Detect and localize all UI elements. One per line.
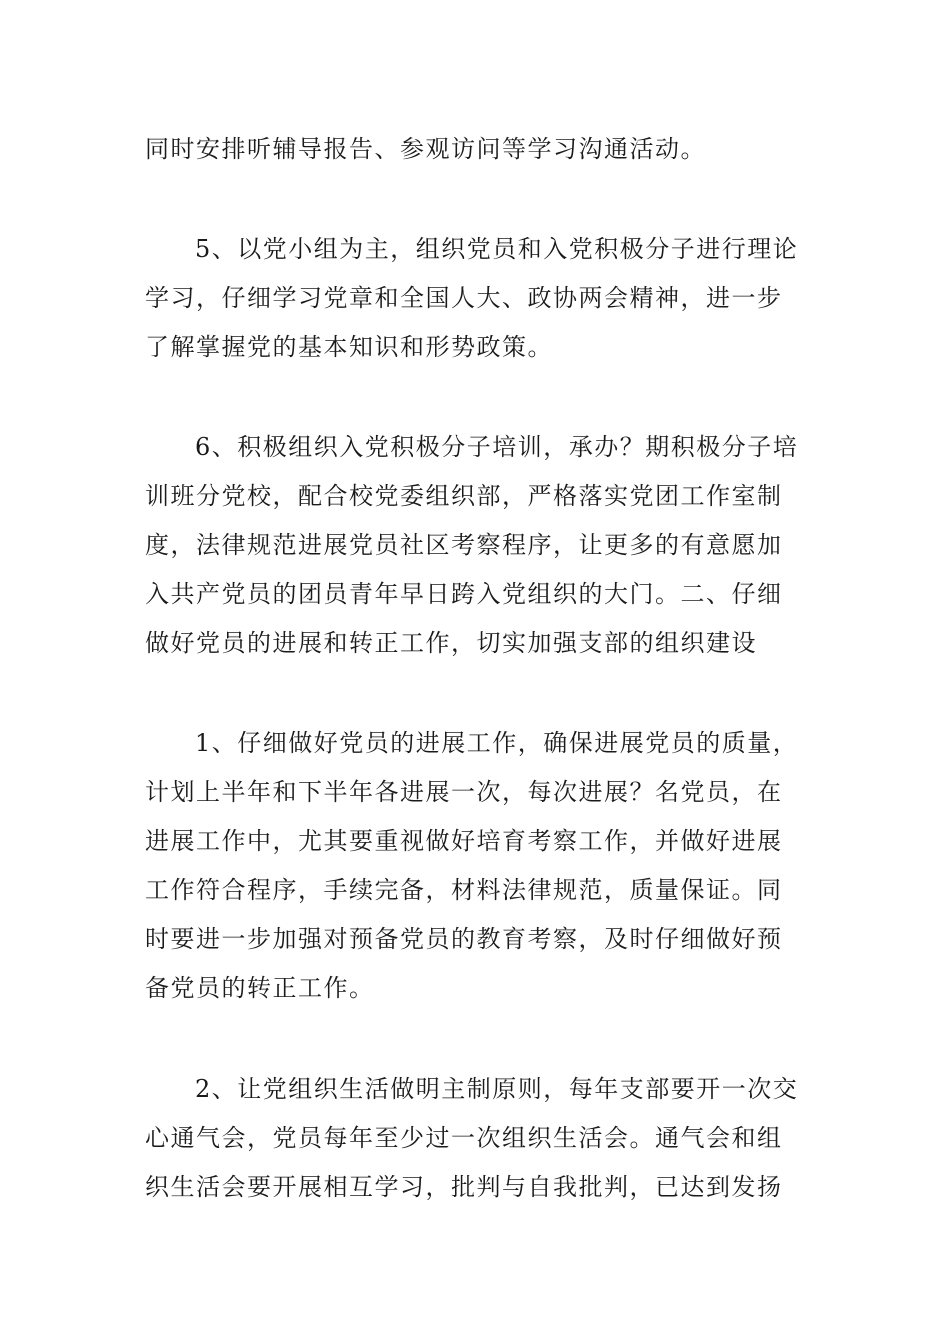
text-line: 心通气会，党员每年至少过一次组织生活会。通气会和组 [145, 1124, 783, 1152]
text-line: 时要进一步加强对预备党员的教育考察，及时仔细做好预 [145, 925, 783, 953]
text-line: 备党员的转正工作。 [145, 974, 375, 1002]
text-line: 训班分党校，配合校党委组织部，严格落实党团工作室制 [145, 482, 783, 510]
paragraph-section2-item-1 [145, 719, 815, 1013]
text-line: 做好党员的进展和转正工作，切实加强支部的组织建设 [145, 629, 757, 657]
text-line: 了解掌握党的基本知识和形势政策。 [145, 333, 553, 361]
text-line: 2、让党组织生活做明主制原则，每年支部要开一次交 [195, 1075, 799, 1103]
paragraph-section2-item-2 [145, 1065, 815, 1212]
text-line: 工作符合程序，手续完备，材料法律规范，质量保证。同 [145, 876, 783, 904]
paragraph-item-6 [145, 423, 815, 668]
text-line: 同时安排听辅导报告、参观访问等学习沟通活动。 [145, 135, 706, 163]
paragraph-item-5 [145, 225, 815, 372]
text-line: 入共产党员的团员青年早日跨入党组织的大门。二、仔细 [145, 580, 783, 608]
text-line: 学习，仔细学习党章和全国人大、政协两会精神，进一步 [145, 284, 783, 312]
text-line: 织生活会要开展相互学习，批判与自我批判，已达到发扬 [145, 1173, 783, 1201]
text-line: 6、积极组织入党积极分子培训，承办？期积极分子培 [195, 433, 799, 461]
text-line: 进展工作中，尤其要重视做好培育考察工作，并做好进展 [145, 827, 783, 855]
text-line: 1、仔细做好党员的进展工作，确保进展党员的质量， [195, 729, 799, 757]
text-line: 度，法律规范进展党员社区考察程序，让更多的有意愿加 [145, 531, 783, 559]
text-line: 5、以党小组为主，组织党员和入党积极分子进行理论 [195, 235, 799, 263]
text-line: 计划上半年和下半年各进展一次，每次进展？名党员，在 [145, 778, 783, 806]
paragraph-continuation [145, 125, 815, 174]
